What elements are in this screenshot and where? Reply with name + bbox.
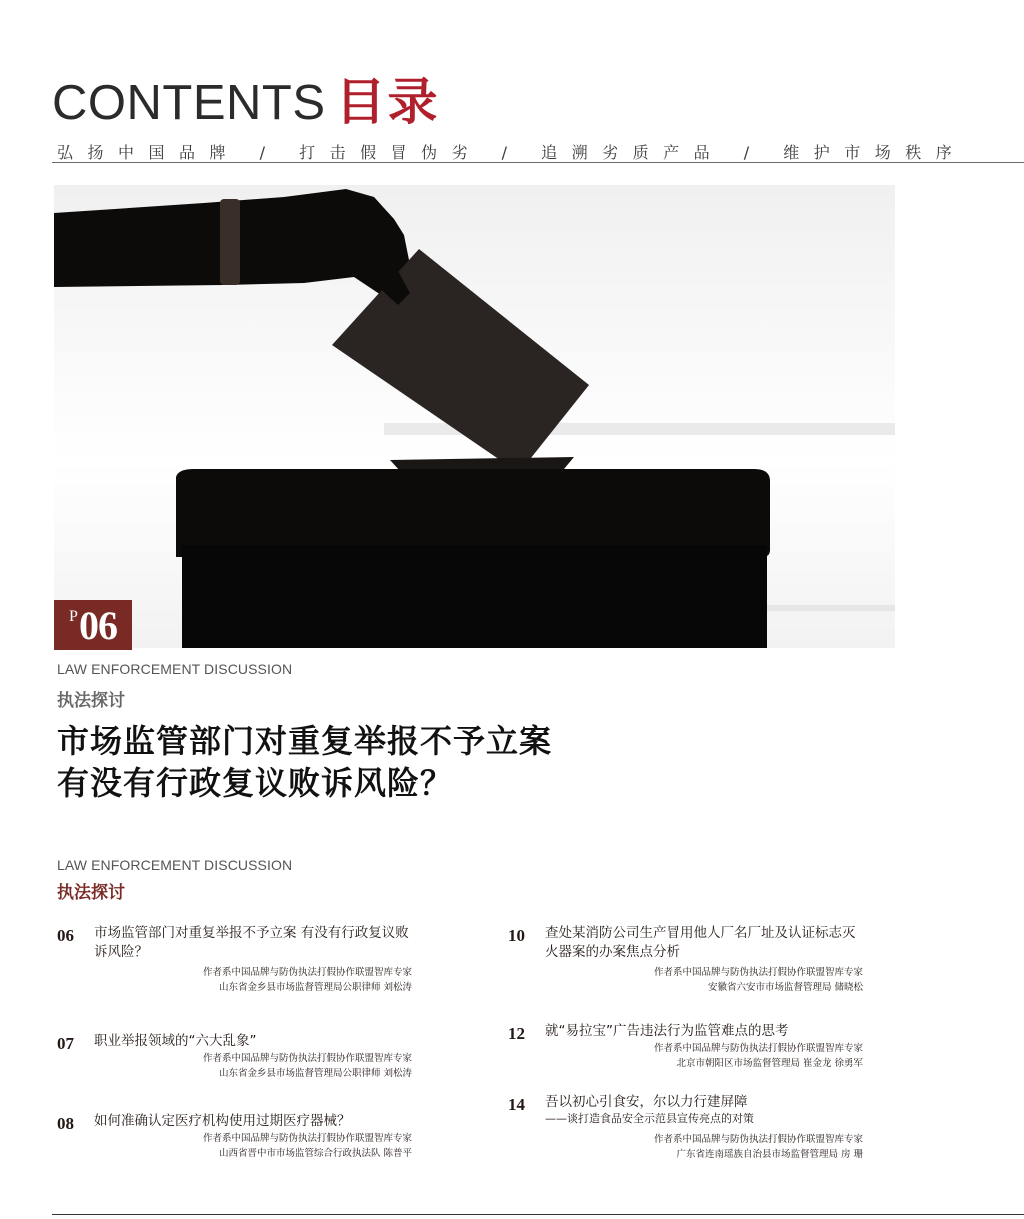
toc-byline bbox=[545, 1041, 863, 1071]
toc-byline-line2: 山东省金乡县市场监督管理局公职律师 刘松涛 bbox=[218, 982, 412, 993]
toc-byline-line1: 作者系中国品牌与防伪执法打假协作联盟智库专家 bbox=[202, 1053, 412, 1064]
toc-entry[interactable] bbox=[508, 1022, 863, 1071]
toc-byline-line1: 作者系中国品牌与防伪执法打假协作联盟智库专家 bbox=[653, 1134, 863, 1145]
masthead bbox=[52, 62, 440, 132]
contents-title-en: CONTENTS bbox=[52, 76, 326, 130]
toc-page-number: 07 bbox=[57, 1034, 74, 1053]
toc-byline-line2: 山东省金乡县市场监督管理局公职律师 刘松涛 bbox=[218, 1068, 412, 1079]
feature-title bbox=[57, 720, 757, 804]
top-divider bbox=[52, 162, 1024, 163]
feature-title-line2: 有没有行政复议败诉风险？ bbox=[57, 764, 454, 802]
toc-byline-line1: 作者系中国品牌与防伪执法打假协作联盟智库专家 bbox=[653, 1043, 863, 1054]
toc-byline-line1: 作者系中国品牌与防伪执法打假协作联盟智库专家 bbox=[653, 967, 863, 978]
toc-entry[interactable] bbox=[57, 1032, 412, 1081]
feature-category-zh: 执法探讨 bbox=[57, 691, 125, 711]
toc-byline bbox=[94, 1051, 412, 1081]
section-category-en: LAW ENFORCEMENT DISCUSSION bbox=[57, 857, 293, 873]
hero-image-ballot-box bbox=[54, 185, 895, 648]
ballot-box-hand-photo-icon bbox=[54, 185, 895, 648]
toc-title: 就“易拉宝”广告违法行为监管难点的思考 bbox=[545, 1023, 789, 1039]
toc-byline-line2: 安徽省六安市市场监督管理局 储晓松 bbox=[707, 982, 863, 993]
toc-subtitle: ——谈打造食品安全示范县宣传亮点的对策 bbox=[545, 1112, 754, 1125]
toc-title: 职业举报领域的“六大乱象” bbox=[94, 1033, 257, 1049]
section-category-zh: 执法探讨 bbox=[57, 883, 125, 903]
page-badge bbox=[54, 600, 132, 650]
toc-byline-line2: 北京市朝阳区市场监督管理局 崔金龙 徐勇军 bbox=[676, 1058, 863, 1069]
feature-category-en: LAW ENFORCEMENT DISCUSSION bbox=[57, 661, 293, 677]
feature-title-line1: 市场监管部门对重复举报不予立案 bbox=[57, 722, 553, 760]
slogan: 弘扬中国品牌 / 打击假冒伪劣 / 追溯劣质产品 / 维护市场秩序 bbox=[57, 143, 967, 162]
toc-entry[interactable] bbox=[57, 1112, 412, 1161]
toc-byline bbox=[94, 965, 412, 995]
toc-page-number: 06 bbox=[57, 926, 74, 945]
toc-page-number: 12 bbox=[508, 1024, 525, 1043]
toc-title: 吾以初心引食安，尔以力行建屏障 bbox=[545, 1094, 748, 1110]
toc-page-number: 10 bbox=[508, 926, 525, 945]
toc-byline-line2: 广东省连南瑶族自治县市场监督管理局 房 珊 bbox=[676, 1149, 863, 1160]
toc-page-number: 08 bbox=[57, 1114, 74, 1133]
toc-title: 如何准确认定医疗机构使用过期医疗器械？ bbox=[94, 1113, 351, 1129]
toc-entry[interactable] bbox=[508, 1093, 863, 1162]
toc-byline-line1: 作者系中国品牌与防伪执法打假协作联盟智库专家 bbox=[202, 1133, 412, 1144]
toc-column-left bbox=[57, 920, 412, 1161]
toc-title: 查处某消防公司生产冒用他人厂名厂址及认证标志灭火器案的办案焦点分析 bbox=[545, 925, 856, 960]
toc-title: 市场监管部门对重复举报不予立案 有没有行政复议败诉风险？ bbox=[94, 925, 409, 960]
toc-byline-line1: 作者系中国品牌与防伪执法打假协作联盟智库专家 bbox=[202, 967, 412, 978]
toc-page-number: 14 bbox=[508, 1095, 525, 1114]
bottom-divider bbox=[52, 1214, 1024, 1215]
toc-byline bbox=[94, 1131, 412, 1161]
contents-title-zh: 目录 bbox=[335, 72, 440, 131]
toc-byline bbox=[545, 1132, 863, 1162]
toc-entry[interactable] bbox=[57, 924, 412, 995]
page-badge-prefix: P bbox=[69, 608, 78, 625]
toc-byline bbox=[545, 965, 863, 995]
toc-column-right bbox=[508, 920, 863, 1162]
toc-entry[interactable] bbox=[508, 924, 863, 995]
page-badge-number: 06 bbox=[78, 602, 117, 648]
toc-byline-line2: 山西省晋中市市场监管综合行政执法队 陈普平 bbox=[218, 1148, 412, 1159]
